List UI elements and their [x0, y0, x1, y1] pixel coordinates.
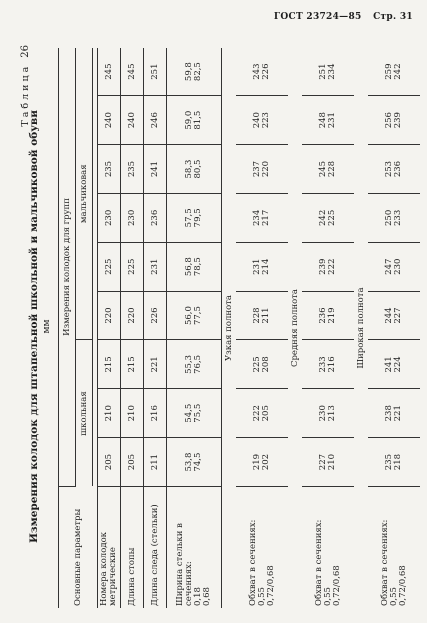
- col-header: Основные параметры: [59, 487, 98, 609]
- cell: [368, 193, 420, 242]
- value-top: 233: [318, 356, 328, 373]
- standard-number: ГОСТ 23724—85: [273, 12, 362, 22]
- value-top: 56,0: [184, 306, 194, 326]
- value-top: 243: [252, 63, 262, 80]
- value-top: 253: [384, 160, 394, 178]
- value-top: 227: [318, 453, 328, 471]
- value-top: 239: [318, 258, 328, 275]
- value-bottom: 214: [261, 258, 271, 275]
- value-bottom: 81,5: [193, 110, 203, 130]
- girth-label: Обхват в сечениях:: [313, 519, 324, 606]
- cell: [236, 340, 288, 389]
- cell: [236, 145, 288, 194]
- group-header: Измерения колодок для групп: [59, 48, 76, 487]
- value-bottom: 224: [393, 356, 403, 373]
- cell: 230: [98, 193, 121, 242]
- cell: [167, 291, 222, 340]
- table-unit: мм: [42, 319, 52, 334]
- girth-sub-1: 0,55: [388, 587, 399, 606]
- cell: 215: [121, 340, 144, 389]
- value-top: 240: [252, 112, 262, 129]
- value-top: 230: [318, 405, 328, 422]
- band-title: Средняя полнота: [289, 288, 300, 368]
- rotated-table-block: [18, 39, 408, 614]
- value-top: 241: [384, 356, 394, 373]
- row-insole: [167, 48, 222, 608]
- value-top: 219: [252, 453, 262, 471]
- insole-sub-1: 0,18: [193, 587, 203, 606]
- table-title: Измерения колодок для штапельной школьной и мальчиковой обуви: [28, 109, 40, 544]
- girth-sub-2: 0,72/0,68: [397, 565, 408, 606]
- value-bottom: 79,5: [193, 208, 203, 228]
- row-label: Длина следа (стельки): [144, 487, 167, 609]
- value-top: 54,5: [184, 403, 194, 423]
- band-narrow-row: [236, 48, 288, 608]
- value-bottom: 74,5: [193, 452, 203, 472]
- value-top: 259: [384, 63, 394, 80]
- row-label: Длина стопы: [121, 487, 144, 609]
- band-wide-row: [368, 48, 420, 608]
- value-top: 251: [318, 63, 328, 80]
- value-top: 228: [252, 307, 262, 324]
- cell: [302, 193, 354, 242]
- value-top: 222: [252, 405, 262, 422]
- cell: [167, 242, 222, 291]
- value-bottom: 217: [261, 209, 271, 226]
- value-top: 244: [384, 307, 394, 324]
- cell: [236, 291, 288, 340]
- value-bottom: 225: [327, 209, 337, 226]
- cell: 225: [121, 242, 144, 291]
- row-label: [368, 487, 420, 609]
- cell: [167, 145, 222, 194]
- table-number: 26: [20, 45, 31, 58]
- header-row: [59, 48, 76, 608]
- cell: 235: [98, 145, 121, 194]
- cell: [302, 48, 354, 96]
- value-bottom: 202: [261, 453, 271, 471]
- value-top: 248: [318, 112, 328, 129]
- value-top: 59,0: [184, 110, 194, 130]
- value-top: 56,8: [184, 257, 194, 277]
- cell: [236, 389, 288, 438]
- cell: [302, 389, 354, 438]
- value-top: 234: [252, 209, 262, 226]
- table-label-text: Таблица: [20, 63, 31, 127]
- value-bottom: 242: [393, 63, 403, 80]
- cell: 210: [98, 389, 121, 438]
- insole-sub-2: 0,68: [202, 587, 212, 606]
- value-bottom: 82,5: [193, 62, 203, 82]
- girth-label: Обхват в сечениях:: [379, 519, 390, 606]
- cell: [368, 145, 420, 194]
- cell: [236, 96, 288, 145]
- cell: [302, 438, 354, 487]
- cell: [368, 242, 420, 291]
- value-bottom: 230: [393, 258, 403, 275]
- cell: [368, 389, 420, 438]
- cell: 216: [144, 389, 167, 438]
- value-top: 245: [318, 160, 328, 178]
- page-header: [266, 12, 413, 22]
- cell: 221: [144, 340, 167, 389]
- group-boys: мальчиковая: [76, 48, 93, 340]
- page-number: Стр. 31: [373, 12, 413, 22]
- cell: 245: [98, 48, 121, 96]
- cell: 231: [144, 242, 167, 291]
- value-bottom: 236: [393, 160, 403, 178]
- cell: 210: [121, 389, 144, 438]
- row-label: Номера колодок метрические: [98, 487, 121, 609]
- row-label: [167, 487, 222, 609]
- value-bottom: 75,5: [193, 403, 203, 423]
- value-bottom: 227: [393, 307, 403, 324]
- group-school: школьная: [76, 340, 93, 487]
- value-top: 256: [384, 112, 394, 129]
- value-bottom: 222: [327, 258, 337, 275]
- cell: [167, 438, 222, 487]
- value-top: 247: [384, 258, 394, 275]
- value-bottom: 77,5: [193, 306, 203, 326]
- value-bottom: 219: [327, 307, 337, 324]
- value-bottom: 233: [393, 209, 403, 226]
- row-sizes: [98, 48, 121, 608]
- girth-sub-2: 0,72/0,68: [331, 565, 342, 606]
- value-top: 225: [252, 356, 262, 373]
- cell: [167, 389, 222, 438]
- value-bottom: 205: [261, 405, 271, 422]
- value-bottom: 228: [327, 160, 337, 178]
- cell: [236, 242, 288, 291]
- girth-sub-1: 0,55: [322, 587, 333, 606]
- value-bottom: 80,5: [193, 159, 203, 179]
- value-bottom: 231: [327, 112, 337, 129]
- cell: [302, 96, 354, 145]
- value-top: 57,5: [184, 208, 194, 228]
- value-top: 59,8: [184, 62, 194, 82]
- cell: 211: [144, 438, 167, 487]
- value-bottom: 221: [393, 405, 403, 422]
- value-top: 250: [384, 209, 394, 226]
- value-bottom: 208: [261, 356, 271, 373]
- cell: 226: [144, 291, 167, 340]
- cell: [167, 96, 222, 145]
- cell: [302, 291, 354, 340]
- band-medium-row: [302, 48, 354, 608]
- cell: 230: [121, 193, 144, 242]
- cell: [167, 193, 222, 242]
- band-title: Узкая полнота: [223, 295, 234, 361]
- value-bottom: 223: [261, 112, 271, 129]
- cell: 240: [98, 96, 121, 145]
- cell: [236, 48, 288, 96]
- cell: [368, 96, 420, 145]
- cell: 235: [121, 145, 144, 194]
- value-top: 231: [252, 258, 262, 275]
- row-trace: [144, 48, 167, 608]
- cell: 220: [121, 291, 144, 340]
- cell: [368, 291, 420, 340]
- cell: [368, 340, 420, 389]
- cell: 251: [144, 48, 167, 96]
- value-top: 238: [384, 405, 394, 422]
- girth-label: Обхват в сечениях:: [247, 519, 258, 606]
- insole-label: Ширина стельки в сечениях:: [175, 523, 194, 606]
- value-bottom: 226: [261, 63, 271, 80]
- value-bottom: 213: [327, 405, 337, 422]
- band-wide-title: [354, 48, 368, 608]
- cell: [368, 438, 420, 487]
- value-bottom: 220: [261, 160, 271, 178]
- cell: 225: [98, 242, 121, 291]
- cell: 236: [144, 193, 167, 242]
- value-bottom: 76,5: [193, 354, 203, 374]
- cell: [302, 340, 354, 389]
- band-title: Широкая полнота: [355, 287, 366, 369]
- value-top: 242: [318, 209, 328, 226]
- value-bottom: 216: [327, 356, 337, 373]
- cell: [368, 48, 420, 96]
- cell: 205: [121, 438, 144, 487]
- value-bottom: 218: [393, 453, 403, 471]
- cell: 220: [98, 291, 121, 340]
- value-top: 235: [384, 453, 394, 471]
- value-top: 237: [252, 160, 262, 178]
- cell: [236, 438, 288, 487]
- value-bottom: 210: [327, 453, 337, 471]
- row-label: [236, 487, 288, 609]
- band-narrow-title: [222, 48, 237, 608]
- cell: [302, 242, 354, 291]
- measurements-table: [58, 48, 420, 608]
- cell: 241: [144, 145, 167, 194]
- value-bottom: 211: [261, 307, 271, 324]
- cell: 205: [98, 438, 121, 487]
- cell: [302, 145, 354, 194]
- cell: [236, 193, 288, 242]
- cell: 240: [121, 96, 144, 145]
- row-foot: [121, 48, 144, 608]
- cell: [167, 48, 222, 96]
- value-top: 236: [318, 307, 328, 324]
- value-bottom: 234: [327, 63, 337, 80]
- value-top: 58,3: [184, 159, 194, 179]
- value-bottom: 239: [393, 112, 403, 129]
- value-top: 53,8: [184, 452, 194, 472]
- cell: 246: [144, 96, 167, 145]
- row-label: [302, 487, 354, 609]
- cell: 245: [121, 48, 144, 96]
- value-bottom: 78,5: [193, 257, 203, 277]
- girth-sub-2: 0,72/0,68: [265, 565, 276, 606]
- girth-sub-1: 0,55: [256, 587, 267, 606]
- value-top: 55,3: [184, 354, 194, 374]
- cell: 215: [98, 340, 121, 389]
- cell: [167, 340, 222, 389]
- band-medium-title: [288, 48, 302, 608]
